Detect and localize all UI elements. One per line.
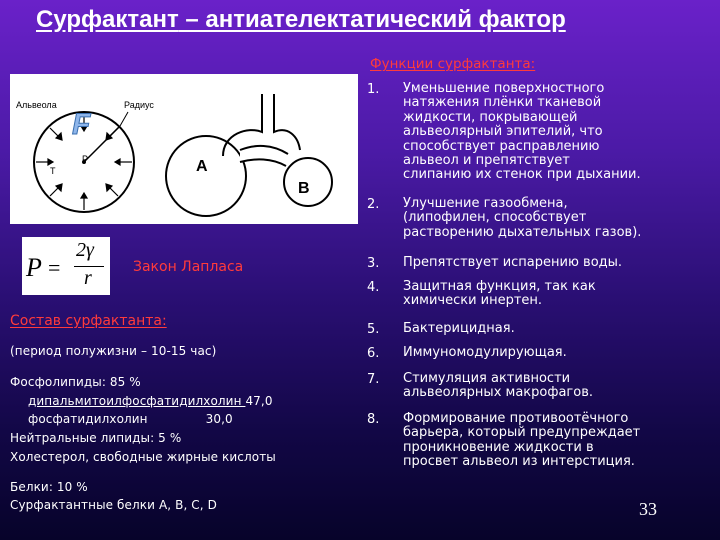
- phosphatidylcholine-value: 30,0: [205, 412, 233, 426]
- function-6-text: [403, 346, 720, 360]
- function-8-line: просвет альвеол из интерстиция.: [403, 454, 635, 470]
- alveoli-drawing: [10, 74, 358, 224]
- dipalmitoyl-row: [28, 394, 273, 408]
- function-2-number: 2.: [367, 197, 380, 212]
- label-a: A: [196, 158, 208, 175]
- radius-pointer: [120, 112, 128, 126]
- phospholipids: Фосфолипиды: 85 %: [10, 375, 141, 389]
- functions-title: Функции сурфактанта:: [370, 56, 536, 72]
- function-6-number: 6.: [367, 346, 380, 361]
- laplace-law-label: Закон Лапласа: [133, 259, 244, 275]
- function-2-text: [403, 197, 720, 240]
- function-3-text: [403, 256, 720, 270]
- dipalmitoyl-name: дипальмитоилфосфатидилхолин: [28, 394, 246, 408]
- formula-numerator: 2γ: [76, 239, 94, 261]
- composition-title: Состав сурфактанта:: [10, 313, 167, 329]
- function-7-number: 7.: [367, 372, 380, 387]
- function-1-line: слипанию их стенок при дыхании.: [403, 167, 641, 183]
- function-7-line: Стимуляция активности: [403, 371, 571, 386]
- cholesterol: Холестерол, свободные жирные кислоты: [10, 450, 276, 464]
- function-2-line: Улучшение газообмена,: [403, 196, 568, 211]
- label-tension: T: [50, 166, 56, 176]
- function-5-number: 5.: [367, 322, 380, 337]
- alveoli-diagram: [10, 74, 358, 224]
- slide-title: [36, 6, 566, 34]
- function-1-line: альвеол и препятствует: [403, 153, 570, 169]
- function-8-line: барьера, который предупреждает: [403, 425, 641, 441]
- label-pressure: P: [82, 154, 89, 164]
- function-5-line: Бактерицидная.: [403, 321, 515, 336]
- formula-denominator: r: [84, 267, 92, 289]
- function-3-line: Препятствует испарению воды.: [403, 255, 623, 270]
- formula-equals: =: [48, 255, 61, 280]
- function-1-text: [403, 82, 720, 183]
- function-8-number: 8.: [367, 412, 380, 427]
- page-number: 33: [639, 499, 657, 519]
- function-1-number: 1.: [367, 82, 380, 97]
- function-1-line: натяжения плёнки тканевой: [403, 95, 602, 111]
- phosphatidylcholine-name: фосфатидилхолин: [28, 412, 148, 426]
- label-force: F: [72, 108, 91, 141]
- surfactant-proteins: Сурфактантные белки A, B, C, D: [10, 498, 217, 512]
- label-radius: Радиус: [124, 100, 154, 110]
- function-4-line: Защитная функция, так как: [403, 279, 596, 294]
- function-8-text: [403, 412, 720, 470]
- label-alveola: Альвеола: [16, 100, 57, 110]
- function-8-line: проникновение жидкости в: [403, 439, 594, 455]
- neutral-lipids: Нейтральные липиды: 5 %: [10, 431, 182, 445]
- half-life: (период полужизни – 10-15 час): [10, 344, 217, 358]
- alveola-a: [166, 136, 246, 216]
- function-8-line: Формирование противоотёчного: [403, 411, 629, 426]
- laplace-formula: [22, 237, 110, 295]
- title-rest: – антиателектатический фактор: [178, 6, 566, 33]
- function-1-line: альвеолярный эпителий, что: [403, 124, 603, 140]
- function-6-line: Иммуномодулирующая.: [403, 345, 567, 360]
- function-1-line: жидкости, покрывающей: [403, 109, 578, 125]
- title-main: Сурфактант: [36, 6, 179, 33]
- function-7-text: [403, 372, 720, 401]
- dipalmitoyl-value: 47,0: [245, 394, 273, 408]
- proteins: Белки: 10 %: [10, 480, 88, 494]
- function-5-text: [403, 322, 720, 336]
- function-4-line: химически инертен.: [403, 293, 543, 309]
- formula-p: P: [26, 253, 42, 282]
- function-2-line: растворению дыхательных газов).: [403, 224, 642, 240]
- label-b: B: [298, 180, 310, 197]
- function-3-number: 3.: [367, 256, 380, 271]
- function-4-text: [403, 280, 720, 309]
- phosphatidylcholine-row: [28, 412, 233, 426]
- function-7-line: альвеолярных макрофагов.: [403, 385, 594, 401]
- function-4-number: 4.: [367, 280, 380, 295]
- function-2-line: (липофилен, способствует: [403, 210, 587, 226]
- function-1-line: Уменьшение поверхностного: [403, 81, 605, 96]
- function-1-line: способствует расправлению: [403, 138, 600, 154]
